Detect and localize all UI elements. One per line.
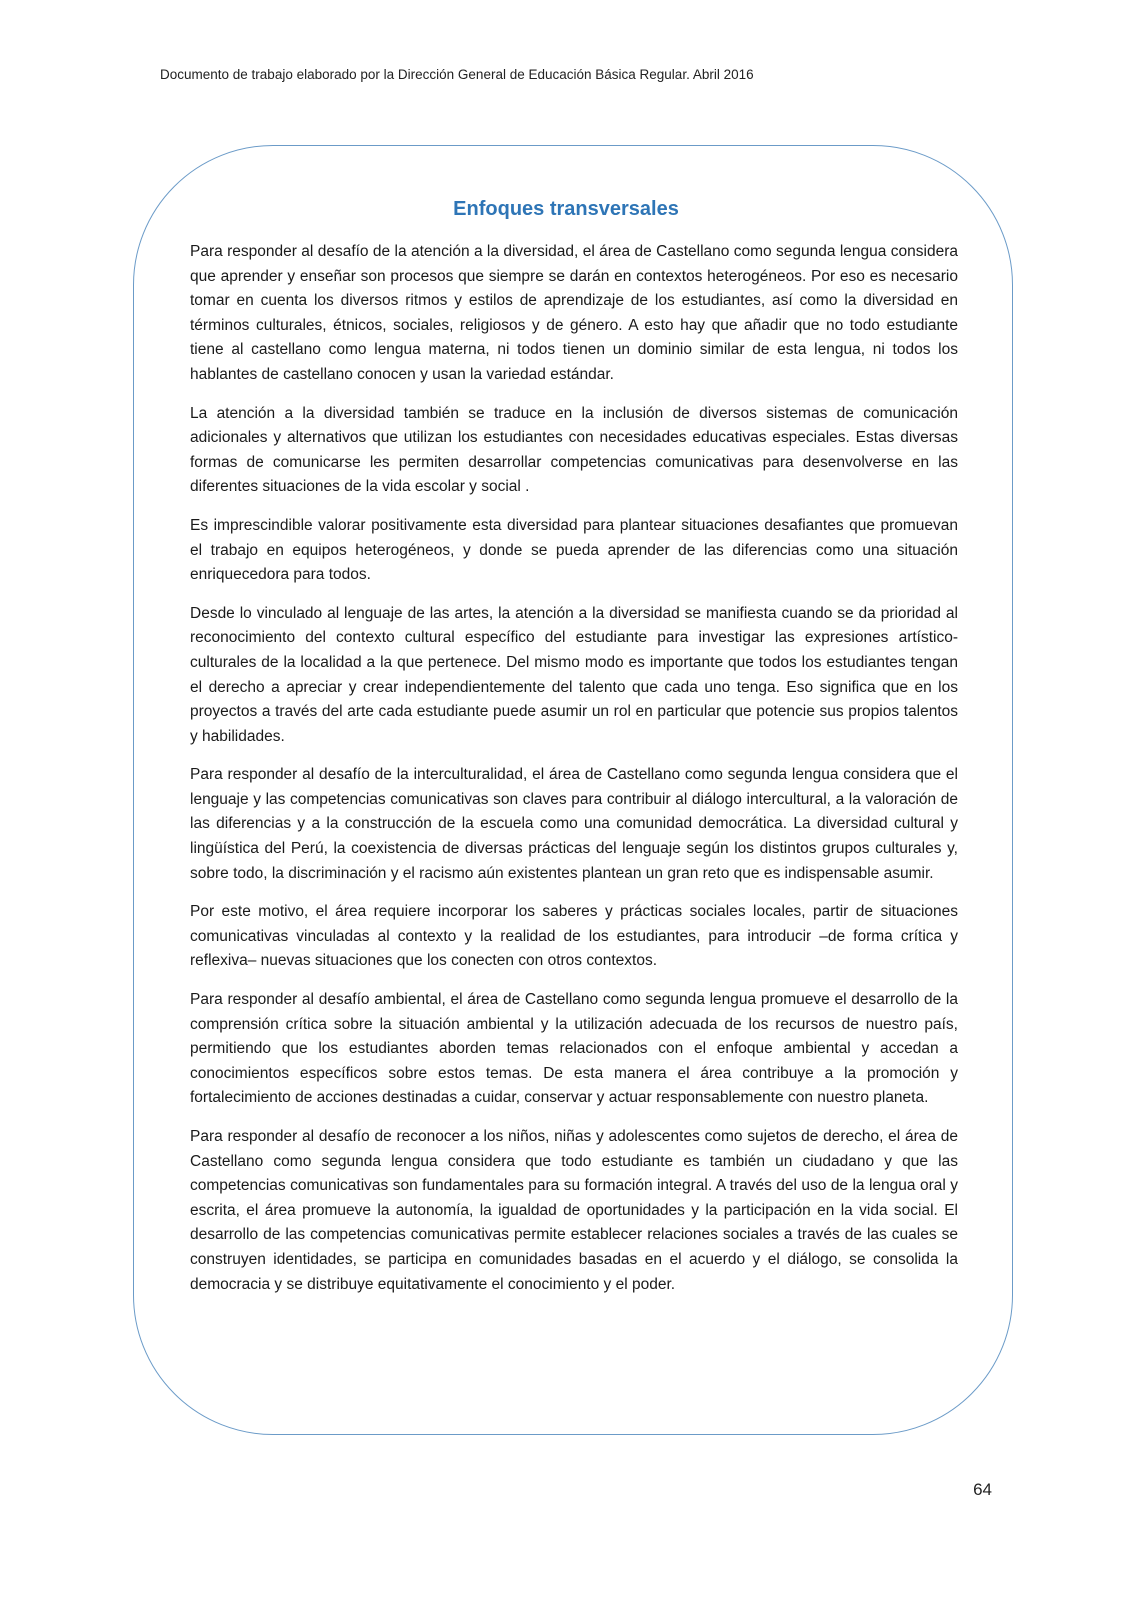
document-header: Documento de trabajo elaborado por la Dirección General de Educación Básica Regular. Abril 2016 bbox=[160, 67, 754, 82]
body-text bbox=[190, 240, 958, 1311]
paragraph-2: La atención a la diversidad también se traduce en la inclusión de diversos sistemas de comunicación adicionales y alternativos que utilizan los estudiantes con necesidades educativas especiales. Estas diversas formas de comunicarse les permiten desarrollar competencias comunicativas para desenvolverse en las diferentes situaciones de la vida escolar y social . bbox=[190, 404, 958, 496]
paragraph-8: Para responder al desafío de reconocer a los niños, niñas y adolescentes como sujetos de derecho, el área de Castellano como segunda lengua considera que todo estudiante es también un ciudadano y que las competencias comunicativas son fundamentales para su formación integral. A través del uso de la lengua oral y escrita, el área promueve la autonomía, la igualdad de oportunidades y la participación en la vida social. El desarrollo de las competencias comunicativas permite establecer relaciones sociales a través de las cuales se construyen identidades, se participa en comunidades basadas en el acuerdo y el diálogo, se consolida la democracia y se distribuye equitativamente el conocimiento y el poder. bbox=[190, 1128, 958, 1293]
paragraph-7: Para responder al desafío ambiental, el área de Castellano como segunda lengua promueve el desarrollo de la comprensión crítica sobre la situación ambiental y la utilización adecuada de los recursos de nuestro país, permitiendo que los estudiantes aborden temas relacionados con el enfoque ambiental y accedan a conocimientos específicos sobre estos temas. De esta manera el área contribuye a la promoción y fortalecimiento de acciones destinadas a cuidar, conservar y actuar responsablemente con nuestro planeta. bbox=[190, 991, 958, 1107]
paragraph-5: Para responder al desafío de la interculturalidad, el área de Castellano como segunda lengua considera que el lenguaje y las competencias comunicativas son claves para contribuir al diálogo intercultural, a la valoración de las diferencias y a la construcción de la escuela como una comunidad democrática. La diversidad cultural y lingüística del Perú, la coexistencia de diversas prácticas del lenguaje según los distintos grupos culturales y, sobre todo, la discriminación y el racismo aún existentes plantean un gran reto que es indispensable asumir. bbox=[190, 766, 958, 882]
page-number: 64 bbox=[973, 1480, 992, 1499]
section-title: Enfoques transversales bbox=[453, 198, 679, 220]
paragraph-6: Por este motivo, el área requiere incorporar los saberes y prácticas sociales locales, partir de situaciones comunicativas vinculadas al contexto y la realidad de los estudiantes, para introducir –de forma crítica y reflexiva– nuevas situaciones que los conecten con otros contextos. bbox=[190, 903, 958, 970]
paragraph-4: Desde lo vinculado al lenguaje de las artes, la atención a la diversidad se manifiesta cuando se da prioridad al reconocimiento del contexto cultural específico del estudiante para investigar las expresiones artístico-culturales de la localidad a la que pertenece. Del mismo modo es importante que todos los estudiantes tengan el derecho a apreciar y crear independientemente del talento que cada uno tenga. Eso significa que en los proyectos a través del arte cada estudiante puede asumir un rol en particular que potencie sus propios talentos y habilidades. bbox=[190, 604, 958, 745]
paragraph-3: Es imprescindible valorar positivamente esta diversidad para plantear situaciones desafiantes que promuevan el trabajo en equipos heterogéneos, y donde se pueda aprender de las diferencias como una situación enriquecedora para todos. bbox=[190, 516, 958, 584]
paragraph-1: Para responder al desafío de la atención a la diversidad, el área de Castellano como segunda lengua considera que aprender y enseñar son procesos que siempre se darán en contextos heterogéneos. Por eso es necesario tomar en cuenta los diversos ritmos y estilos de aprendizaje de los estudiantes, así como la diversidad en términos culturales, étnicos, sociales, religiosos y de género. A esto hay que añadir que no todo estudiante tiene al castellano como lengua materna, ni todos tienen un dominio similar de esta lengua, ni todos los hablantes de castellano conocen y usan la variedad estándar. bbox=[190, 243, 958, 383]
